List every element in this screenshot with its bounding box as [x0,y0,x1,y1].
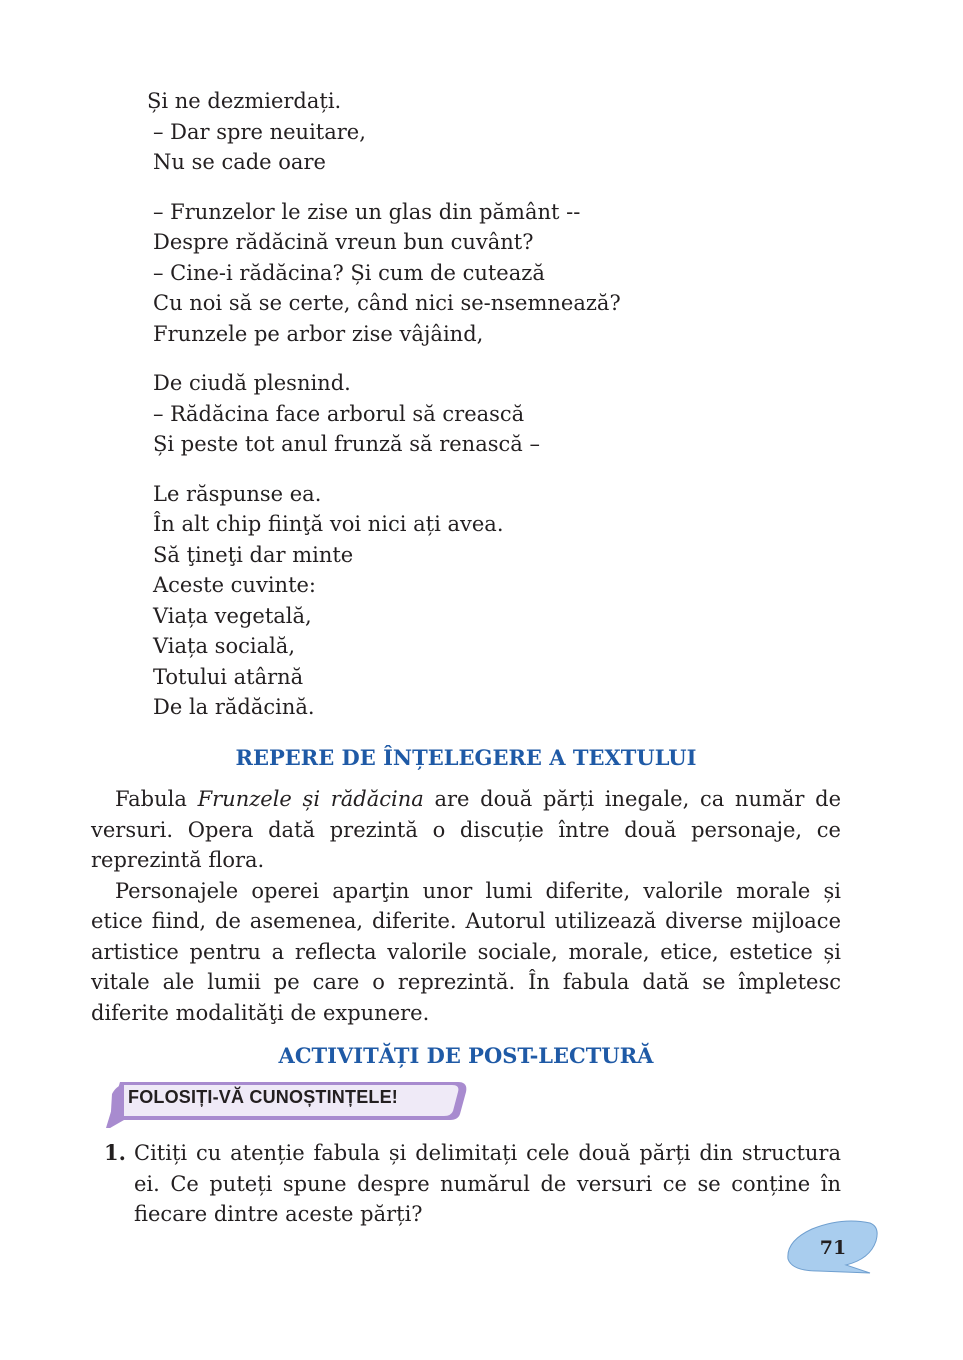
page-number-badge [782,1219,882,1279]
poem-line: Să ţineţi dar minte [153,542,354,567]
poem-line: Și peste tot anul frunză să renască – [153,432,540,456]
exercise-text: Citiți cu atenție fabula și delimitați cele două părți din structura ei. Ce puteți spune despre numărul de versuri ce se conține în fiecare dintre aceste părți? [134,1141,841,1226]
exercise-number: 1. [104,1140,126,1165]
poem [147,86,853,742]
poem-line: Frunzele pe arbor zise vâjâind, [153,321,484,346]
poem-stanza-2 [153,197,853,350]
poem-line: – Dar spre neuitare, [153,119,366,144]
section-badge [106,1080,468,1130]
poem-line: – Cine-i rădăcina? Și cum de cutează [153,260,545,285]
poem-line: De ciudă plesnind. [153,371,351,395]
poem-line: – Frunzelor le zise un glas din pământ -- [153,199,581,224]
badge-label: FOLOSIȚI-VĂ CUNOȘTINȚELE! [128,1087,398,1107]
exercise-item [104,1138,841,1230]
poem-line: Viața vegetală, [153,603,312,628]
poem-line: Cu noi să se certe, când nici se-nsemnează? [153,291,621,315]
paragraph: Personajele operei aparţin unor lumi diferite, valorile morale și etice fiind, de asemenea, diferite. Autorul utilizează diverse mijloace artistice pentru a reflecta valorile sociale, morale, etice, estetice și vitale ale lumii pe care o reprezintă. În fabula dată se împletesc diferite modalităţi de expunere. [91,878,841,1025]
section-heading-activities: ACTIVITĂȚI DE POST-LECTURĂ [278,1043,654,1068]
poem-line: Le răspunse ea. [153,481,322,506]
paragraph [91,784,841,876]
poem-line: De la rădăcină. [153,695,315,719]
poem-line: Viața socială, [153,634,295,658]
section-heading-understanding: REPERE DE ÎNȚELEGERE A TEXTULUI [235,745,697,770]
poem-line: Totului atârnă [153,664,304,689]
poem-line: În alt chip fiinţă voi nici ați avea. [153,512,504,536]
poem-stanza-3 [153,368,853,460]
understanding-text [91,784,841,1028]
page-number: 71 [819,1237,847,1259]
poem-stanza-4 [153,479,853,723]
poem-line: Aceste cuvinte: [153,573,317,597]
text-span: are două părți inegale, ca număr de versuri. Opera dată prezintă o discuție între două personaje, ce reprezintă flora. [91,787,841,872]
text-span: Fabula [115,787,198,811]
poem-line: Nu se cade oare [153,150,326,174]
fable-title: Frunzele și rădăcina [197,787,424,811]
poem-stanza-1 [147,86,853,178]
poem-line: – Rădăcina face arborul să crească [153,401,525,426]
poem-line: Despre rădăcină vreun bun cuvânt? [153,230,534,254]
poem-line: Și ne dezmierdați. [147,89,342,113]
